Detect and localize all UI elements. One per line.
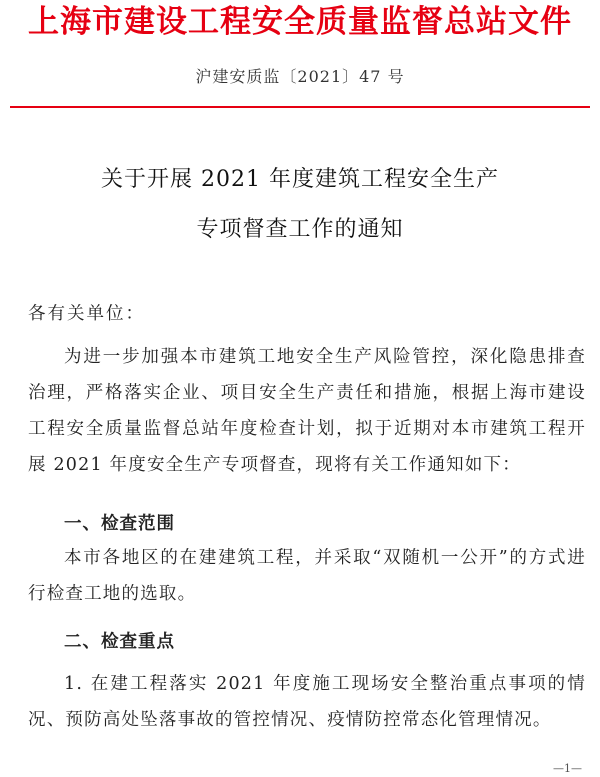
notice-title-line-2: 专项督查工作的通知	[196, 217, 404, 242]
section-heading-scope: 一、检查范围	[64, 514, 175, 534]
red-divider-line	[10, 106, 590, 108]
document-number: 沪建安质监〔2021〕47 号	[195, 67, 405, 86]
notice-title-line-1: 关于开展 2021 年度建筑工程安全生产	[101, 167, 499, 192]
document-header-title: 上海市建设工程安全质量监督总站文件	[28, 4, 572, 40]
section-scope-paragraph: 本市各地区的在建建筑工程，并采取“双随机一公开”的方式进行检查工地的选取。	[28, 548, 586, 604]
page-number: —1—	[553, 762, 582, 775]
section-focus-item-1: 1. 在建工程落实 2021 年度施工现场安全整治重点事项的情况、预防高处坠落事故的管控情况、疫情防控常态化管理情况。	[28, 674, 586, 730]
section-heading-focus: 二、检查重点	[64, 632, 175, 652]
salutation: 各有关单位：	[28, 304, 145, 324]
intro-paragraph: 为进一步加强本市建筑工地安全生产风险管控，深化隐患排查治理，严格落实企业、项目安全生产责任和措施，根据上海市建设工程安全质量监督总站年度检查计划，拟于近期对本市建筑工程开展 2021 年度安全生产专项督查，现将有关工作通知如下：	[28, 347, 586, 475]
